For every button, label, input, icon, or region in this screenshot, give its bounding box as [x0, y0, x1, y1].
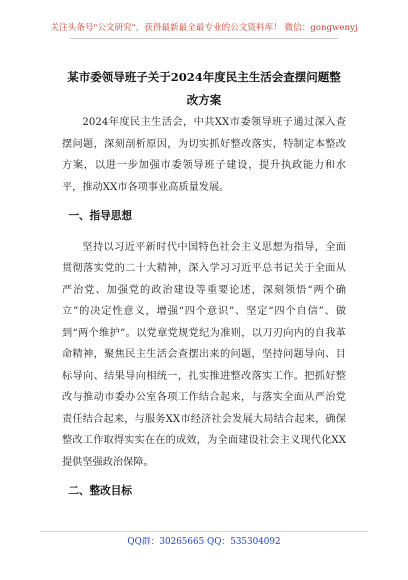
section-heading-guiding-ideology: 一、指导思想 [68, 210, 132, 222]
intro-paragraph: 2024年度民主生活会，中共XX市委领导班子通过深入查摆问题，深刻剖析原因，为切实抓好整改落实，特制定本整改方案，以进一步加强市委领导班子建设，提升执政能力和水平，推动XX市各项事业高质量发展。 [62, 117, 346, 193]
footer-divider [40, 531, 368, 532]
section-heading-rectification-goals: 二、整改目标 [68, 485, 132, 497]
guiding-ideology-paragraph: 坚持以习近平新时代中国特色社会主义思想为指导，全面贯彻落实党的二十大精神，深入学习习近平总书记关于全面从严治党、加强党的政治建设等重要论述，深刻领悟“两个确立”的决定性意义，增强“四个意识”、坚定“四个自信”、做到“两个维护”。以党章党规党纪为准则，以刀刃向内的自我革命精神，聚焦民主生活会查摆出来的问题，坚持问题导向、目标导向、结果导向相统一，扎实推进整改落实工作。把抓好整改与推动市委办公室各项工作结合起来，与落实全面从严治党责任结合起来，与服务XX市经济社会发展大局结合起来，确保整改工作取得实实在在的成效，为全面建设社会主义现代化XX提供坚强政治保障。 [62, 241, 346, 468]
document-body [62, 112, 346, 512]
footer-contact-note: QQ群：30265665 QQ：535304092 [127, 537, 281, 547]
header-promo-note: 关注头条号"公文研究"，获得最新最全最专业的公文资料库！ 微信：gongwenyj [50, 23, 358, 33]
document-title: 某市委领导班子关于2024年度民主生活会查摆问题整改方案 [67, 70, 341, 107]
header-divider [70, 38, 338, 39]
